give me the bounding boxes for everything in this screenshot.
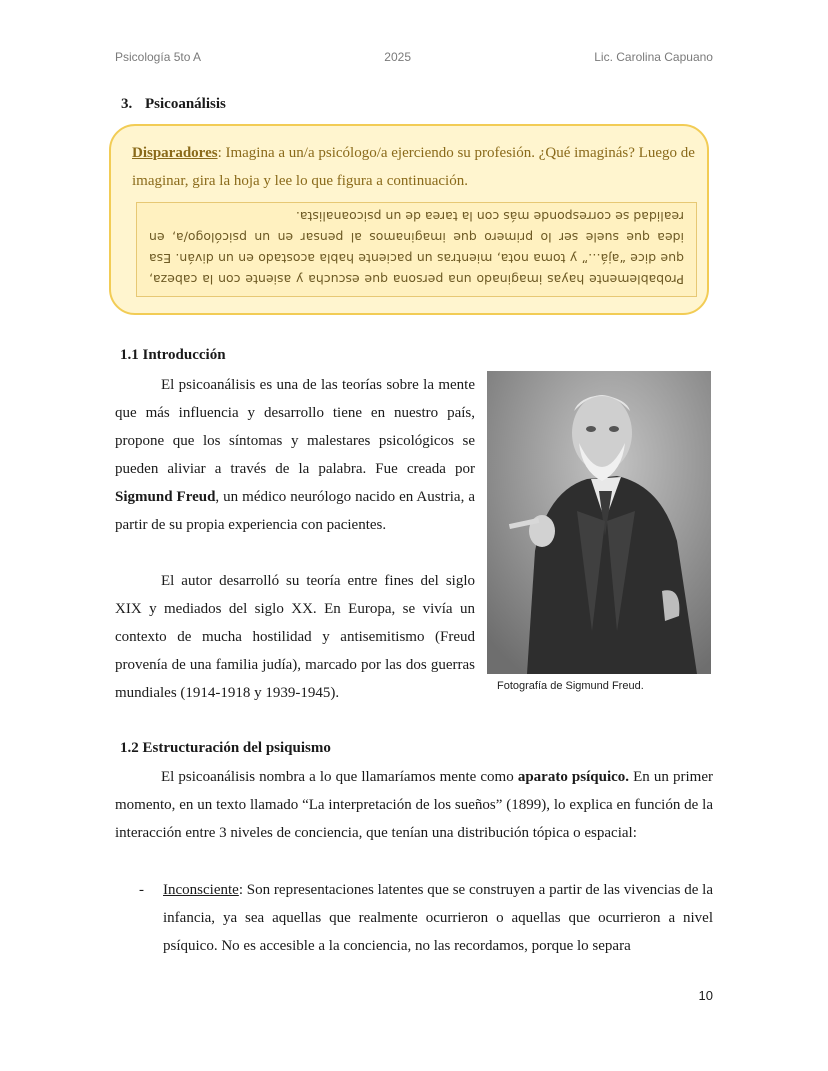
structure-p1-start: El psicoanálisis nombra a lo que llamaríamos mente como bbox=[161, 769, 518, 785]
photo-caption: Fotografía de Sigmund Freud. bbox=[497, 680, 644, 692]
section-title: Psicoanálisis bbox=[145, 96, 226, 112]
intro-p2: El autor desarrolló su teoría entre fines del siglo XIX y mediados del siglo XX. En Europa, se vivía un contexto de mucha hostilidad y antisemitismo (Freud provenía de una familia judía), marcado por las dos guerras mundiales (1914-1918 y 1939-1945). bbox=[115, 573, 475, 701]
page-number: 10 bbox=[698, 988, 713, 1003]
freud-portrait-image bbox=[487, 371, 711, 674]
trigger-box bbox=[109, 124, 709, 315]
list-item-text: : Son representaciones latentes que se construyen a partir de las vivencias de la infancia, ya sea aquellas que realmente ocurrieron o aquellas que ocurrieron a nivel psíquico. No es accesible a la conciencia, no las recordamos, porque lo separa bbox=[163, 882, 713, 954]
freud-photo bbox=[487, 371, 711, 674]
header-author: Lic. Carolina Capuano bbox=[594, 50, 713, 64]
trigger-prompt bbox=[132, 139, 697, 195]
list-item-body bbox=[163, 876, 713, 960]
header-year: 2025 bbox=[384, 50, 411, 64]
structure-heading: 1.2 Estructuración del psiquismo bbox=[120, 740, 331, 756]
flipped-answer-text: Probablemente hayas imaginado una persona que escucha y asiente con la cabeza, que dice “ajá…” y toma nota, mientras un paciente habla acostado en un diván. Esa idea que suele ser lo primero que imaginamos al pensar en un psicólogo/a, en realidad se corresponde más con la tarea de un psicoanalista. bbox=[149, 209, 684, 287]
structure-p1-bold: aparato psíquico. bbox=[517, 769, 630, 785]
intro-paragraph-2 bbox=[115, 567, 475, 707]
section-number: 3. bbox=[121, 96, 133, 112]
intro-heading: 1.1 Introducción bbox=[120, 347, 226, 363]
list-item-inconsciente bbox=[115, 876, 713, 960]
page-header bbox=[115, 50, 713, 64]
header-course: Psicología 5to A bbox=[115, 50, 202, 64]
flipped-answer-box bbox=[136, 202, 697, 297]
trigger-label: Disparadores bbox=[132, 145, 218, 161]
trigger-text: : Imagina a un/a psicólogo/a ejerciendo su profesión. ¿Qué imaginás? Luego de imaginar, gira la hoja y lee lo que figura a continuación. bbox=[132, 145, 695, 189]
list-dash: - bbox=[139, 882, 144, 898]
intro-p1-end: , un médico neurólogo nacido en Austria, a partir de su propia experiencia con pacientes. bbox=[115, 489, 475, 533]
intro-paragraph-1 bbox=[115, 371, 475, 539]
list-item-term: Inconsciente bbox=[163, 882, 239, 898]
intro-p1-bold: Sigmund Freud bbox=[115, 489, 216, 505]
intro-p1-start: El psicoanálisis es una de las teorías sobre la mente que más influencia y desarrollo tiene en nuestro país, propone que los síntomas y malestares psicológicos se pueden aliviar a través de la palabra. Fue creada por bbox=[115, 377, 475, 477]
section-heading bbox=[121, 96, 226, 113]
structure-p1-end: En un primer momento, en un texto llamado “La interpretación de los sueños” (1899), lo explica en función de la interacción entre 3 niveles de conciencia, que tenían una distribución tópica o espacial: bbox=[115, 769, 713, 841]
structure-paragraph bbox=[115, 763, 713, 847]
